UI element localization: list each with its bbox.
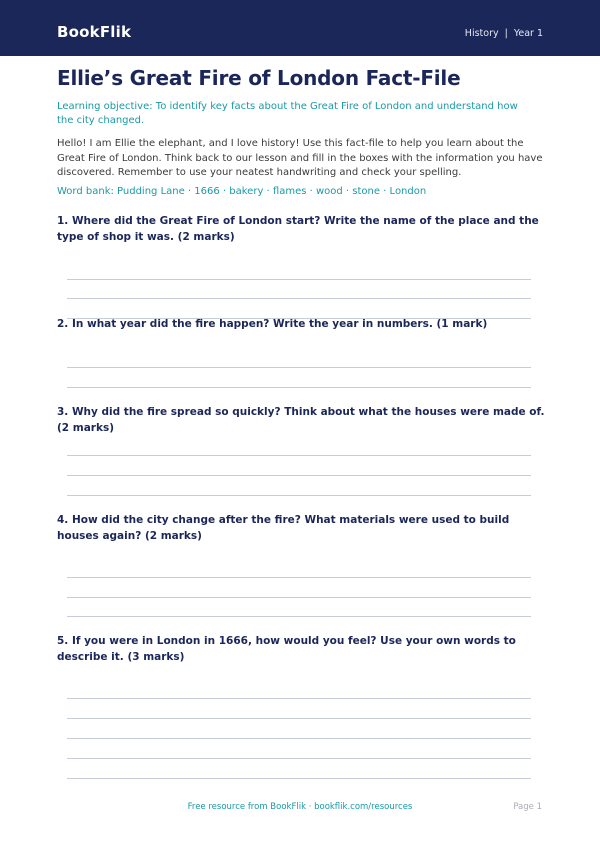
question-4: 4. How did the city change after the fire? What materials were used to build houses again? (2 marks) <box>57 514 510 542</box>
answer-line[interactable] <box>67 298 531 299</box>
question-3: 3. Why did the fire spread so quickly? Think about what the houses were made of. (2 marks) <box>57 406 545 434</box>
answer-line[interactable] <box>67 367 531 368</box>
answer-line[interactable] <box>67 698 531 699</box>
breadcrumb <box>465 28 543 39</box>
answer-line[interactable] <box>67 577 531 578</box>
question-1: 1. Where did the Great Fire of London start? Write the name of the place and the type of shop it was. (2 marks) <box>57 215 539 243</box>
question-5: 5. If you were in London in 1666, how would you feel? Use your own words to describe it. (3 marks) <box>57 635 516 663</box>
answer-line[interactable] <box>67 279 531 280</box>
breadcrumb-separator: | <box>504 28 508 39</box>
answer-line[interactable] <box>67 758 531 759</box>
answer-line[interactable] <box>67 616 531 617</box>
answer-line[interactable] <box>67 778 531 779</box>
question-2: 2. In what year did the fire happen? Write the year in numbers. (1 mark) <box>57 318 488 330</box>
page-header <box>0 0 600 56</box>
answer-line[interactable] <box>67 597 531 598</box>
word-bank: Word bank: Pudding Lane · 1666 · bakery · flames · wood · stone · London <box>57 186 427 197</box>
answer-line[interactable] <box>67 455 531 456</box>
answer-line[interactable] <box>67 387 531 388</box>
brand-logo[interactable]: BookFlik <box>57 23 132 41</box>
learning-objective: Learning objective: To identify key facts about the Great Fire of London and understand how the city changed. <box>57 101 518 126</box>
page-number: Page 1 <box>513 802 542 812</box>
answer-line[interactable] <box>67 495 531 496</box>
answer-line[interactable] <box>67 718 531 719</box>
footer-credit[interactable]: Free resource from BookFlik · bookflik.com/resources <box>187 802 413 812</box>
intro-paragraph: Hello! I am Ellie the elephant, and I love history! Use this fact-file to help you learn about the Great Fire of London. Think back to our lesson and fill in the boxes with the information you have discovered. Remember to use your neatest handwriting and check your spelling. <box>57 138 543 178</box>
page-title: Ellie’s Great Fire of London Fact-File <box>57 66 461 90</box>
breadcrumb-subject: History <box>464 28 499 39</box>
answer-line[interactable] <box>67 738 531 739</box>
breadcrumb-year: Year 1 <box>513 28 543 39</box>
answer-line[interactable] <box>67 475 531 476</box>
